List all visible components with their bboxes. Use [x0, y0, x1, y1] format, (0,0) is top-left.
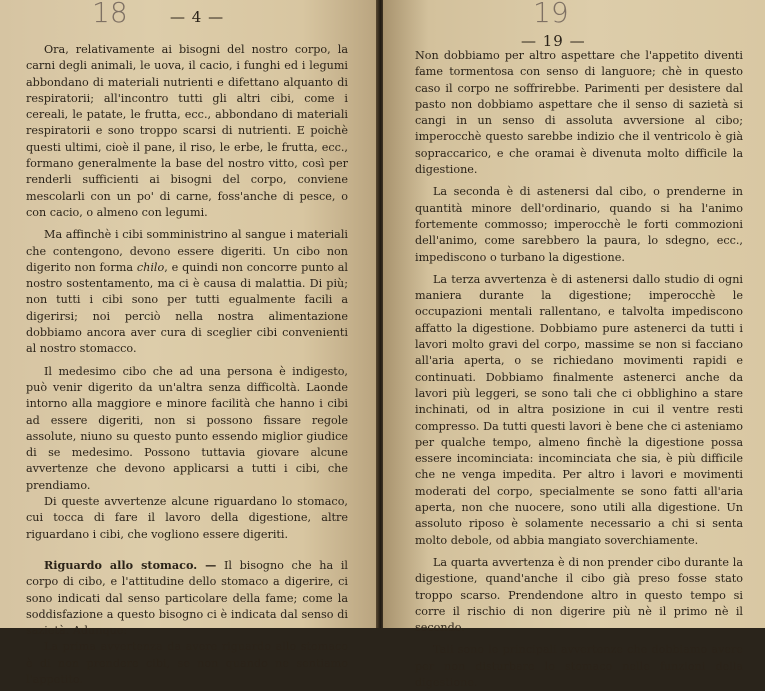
section-heading: Riguardo allo stomaco. —: [44, 557, 217, 572]
page-number: — 4 —: [170, 8, 225, 26]
paragraph: Ma affinchè i cibi somministrino al sangue i materiali che contengono, devono essere digeriti. Un cibo non digerito non forma chilo, e quindi non concorre punto al nostro sostentamento, ma ci è causa di malattia. Di più; non tutti i cibi sono per tutti egualmente facili a digerirsi; noi perciò nella nostra alimentazione dobbiamo ancora aver cura di sceglier cibi convenienti al nostro stomacco.: [26, 228, 349, 356]
handwritten-page-number: 18: [92, 0, 128, 29]
right-page: [383, 0, 765, 689]
paragraph: La terza avvertenza è di astenersi dallo studio di ogni maniera durante la digestione; imperocchè le occupazioni mentali rallentano, e talvolta impediscono affatto la digestione. Dobbiamo pure astenerci da tutti i lavori molto gravi del corpo, massime se non si facciano all'aria aperta, o se richiedano movimenti rapidi e continuati. Dobbiamo finalmente astenerci anche da lavori più leggeri, se sono tali che ci obblighino a stare inchinati, od in altra posizione in cui il ventre resti compresso. Da tutti questi lavori è bene che ci asteniamo per qualche tempo, almeno finchè la digestione possa essere incominciata: incominciata che sia, è più difficile che ne venga impedita. Per altro i lavori e movimenti moderati del corpo, specialmente se sono fatti all'aria aperta, non che nuocere, sono utili alla digestione. Un assoluto riposo è solamente necessario a chi si senta molto debole, od abbia mangiato soverchiamente.: [415, 272, 743, 547]
paragraph: Il medesimo cibo che ad una persona è indigesto, può venir digerito da un'altra senza difficoltà. Laonde intorno alla maggiore e minore facilità che hanno i cibi ad essere digeriti, non si possono fissare regole assolute, niuno su questo punto essendo miglior giudice di se medesimo. Possono tuttavia giovare alcune avvertenze che devono applicarsi a tutti i cibi, che prendiamo.: [26, 364, 348, 492]
left-page: [0, 0, 378, 686]
section-paragraph: Riguardo allo stomaco. — Il bisogno che ha il corpo di cibo, e l'attitudine dello stomaco a digerire, ci sono indicati dal senso particolare della fame; come la soddisfazione a questo bisogno ci è indicata dal senso di sazietà. Adunque:: [26, 557, 348, 638]
paragraph: Tali sono le principali avvertenze che dobbiamo avere per non disturbare lo stomaco nelle funzioni della digestione.: [415, 643, 743, 689]
left-page-text: [26, 42, 348, 688]
paragraph: Ora, relativamente ai bisogni del nostro corpo, la carni degli animali, le uova, il cacio, i funghi ed i legumi abbondano di materiali nutrienti e difettano alquanto di respiratorii; all'incontro tutti gli altri cibi, come i cereali, le patate, le frutta, ecc., abbondano di materiali respiratorii e sono troppo scarsi di nutrienti. E poichè questi ultimi, cioè il pane, il riso, le erbe, le frutta, ecc., formano generalmente la base del nostro vitto, così per renderli sufficienti ai bisogni del corpo, conviene mescolarli con un po' di carne, foss'anche di pesce, o con cacio, o almeno con legumi.: [26, 43, 348, 219]
page-number: — 19 —: [521, 32, 586, 50]
paragraph: La quarta avvertenza è di non prender cibo durante la digestione, quand'anche il cibo già preso fosse stato troppo scarso. Prendendone altro in questo tempo si corre il rischio di non digerire più nè il primo nè il secondo.: [415, 555, 743, 635]
paragraph: La seconda è di astenersi dal cibo, o prenderne in quantità minore dell'ordinario, quando si ha l'animo fortemente commosso; imperocchè le forti commozioni dell'animo, come sarebbero la paura, lo sdegno, ecc., impediscono o turbano la digestione.: [415, 185, 743, 264]
right-page-text: [415, 48, 743, 691]
handwritten-page-number: 19: [533, 0, 569, 29]
paragraph: La prima avvertenza da avere riguardo allo stomaco è di non prendere cibi, se non quando ne sentiamo l'appetito.: [26, 640, 348, 686]
paragraph: Non dobbiamo per altro aspettare che l'appetito diventi fame tormentosa con senso di languore; chè in questo caso il corpo ne soffrirebbe. Parimenti per desistere dal pasto non dobbiamo aspettare che il senso di sazietà si cangi in un senso di assoluta avversione al cibo; imperocchè questo sarebbe indizio che il ventricolo è già sopraccarico, e che oramai è divenuta molto difficile la digestione.: [415, 49, 743, 177]
paragraph: Di queste avvertenze alcune riguardano lo stomaco, cui tocca di fare il lavoro della digestione, altre riguardano i cibi, che vogliono essere digeriti.: [26, 495, 348, 541]
